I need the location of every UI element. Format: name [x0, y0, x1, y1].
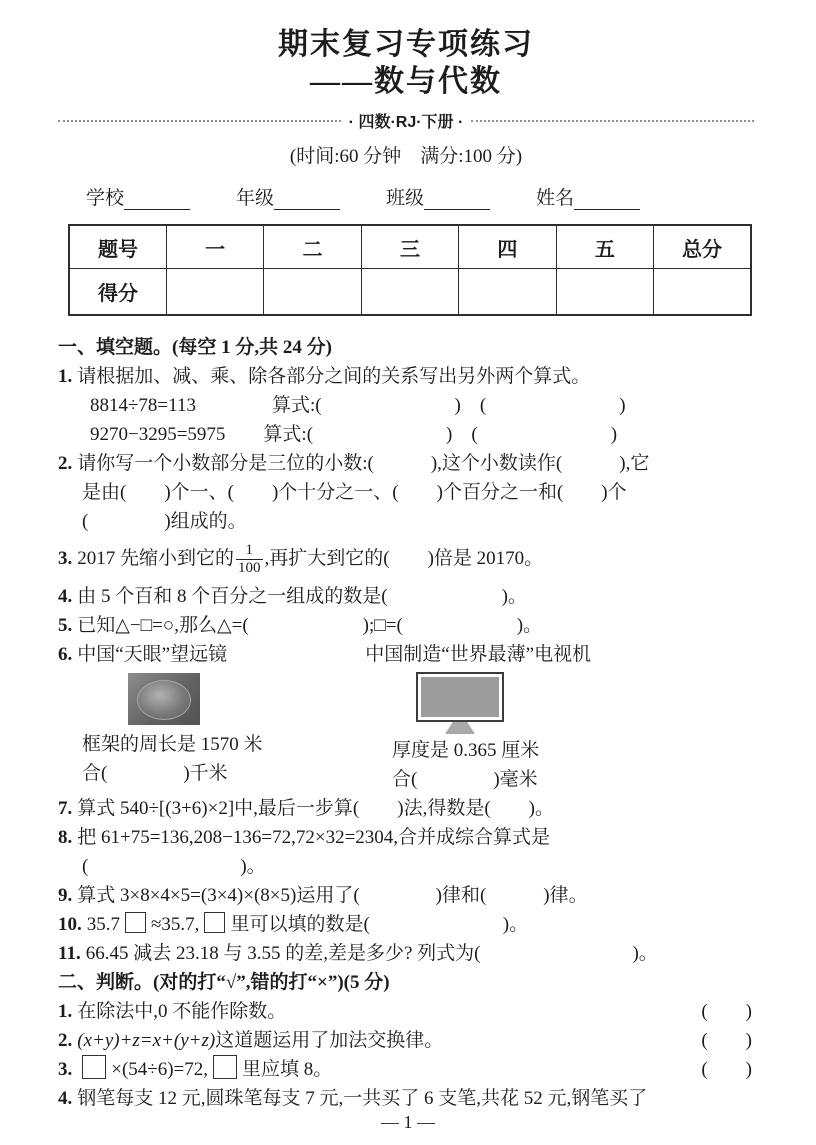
- blank-box: [204, 912, 225, 933]
- score-empty-cell: [556, 269, 653, 316]
- judgment-3-text-2: 里应填 8。: [242, 1059, 333, 1080]
- tv-frame-shape: [416, 672, 504, 722]
- question-3-text-post: ,再扩大到它的( )倍是 20170。: [264, 548, 544, 569]
- blank-box: [82, 1055, 106, 1079]
- score-empty-cell: [166, 269, 263, 316]
- question-3: [58, 536, 754, 582]
- fraction-1-100: [236, 542, 263, 578]
- class-label: 班级: [386, 188, 425, 209]
- page-subtitle: ——数与代数: [310, 65, 502, 98]
- question-8-number: 8.: [58, 827, 73, 848]
- question-8-line-2: ( )。: [82, 856, 266, 877]
- name-label: 姓名: [536, 188, 575, 209]
- score-header-cell: 四: [459, 225, 556, 269]
- question-6-right-caption-1: 厚度是 0.365 厘米: [392, 740, 540, 761]
- question-10-text-1: 35.7: [86, 914, 120, 935]
- blank-box: [125, 912, 146, 933]
- judgment-1-text: 在除法中,0 不能作除数。: [77, 1001, 287, 1022]
- score-header-cell: 五: [556, 225, 653, 269]
- school-label: 学校: [86, 188, 125, 209]
- question-6-body: [82, 669, 754, 794]
- question-8: [58, 823, 754, 852]
- question-11-text: 66.45 减去 23.18 与 3.55 的差,差是多少? 列式为( )。: [85, 943, 658, 964]
- question-1: [58, 362, 754, 391]
- judgment-4-number: 4.: [58, 1088, 73, 1109]
- question-4: [58, 582, 754, 611]
- grade-blank: [274, 190, 340, 210]
- score-empty-cell: [361, 269, 458, 316]
- question-4-number: 4.: [58, 586, 73, 607]
- name-blank: [574, 190, 640, 210]
- score-table-score-row: [69, 269, 751, 316]
- question-7-text: 算式 540÷[(3+6)×2]中,最后一步算( )法,得数是( )。: [77, 798, 554, 819]
- question-1-number: 1.: [58, 366, 73, 387]
- question-11-number: 11.: [58, 943, 81, 964]
- question-7: [58, 794, 754, 823]
- edition-label: · 四数·RJ·下册 ·: [348, 114, 464, 131]
- judgment-2: [58, 1026, 754, 1055]
- judgment-3-text-1: ×(54÷6)=72,: [111, 1059, 209, 1080]
- score-header-cell: 二: [264, 225, 361, 269]
- class-field: [386, 183, 490, 210]
- judgment-1-answer-blank: ( ): [701, 1001, 752, 1022]
- telescope-photo: [128, 673, 200, 725]
- question-10-text-3: 里可以填的数是( )。: [230, 914, 529, 935]
- question-5-number: 5.: [58, 615, 73, 636]
- section-1-heading: 一、填空题。(每空 1 分,共 24 分): [58, 337, 332, 358]
- page-title: 期末复习专项练习: [278, 28, 534, 61]
- score-row-label: 得分: [69, 269, 166, 316]
- question-6-right-title: 中国制造“世界最薄”电视机: [365, 644, 592, 665]
- question-1-line-b: 9270−3295=5975 算式:( ) ( ): [90, 424, 618, 445]
- score-empty-cell: [264, 269, 361, 316]
- question-10-number: 10.: [58, 914, 82, 935]
- class-blank: [424, 190, 490, 210]
- question-10: [58, 910, 754, 939]
- blank-box: [213, 1055, 237, 1079]
- page-number: — 1 —: [381, 1112, 435, 1132]
- name-field: [536, 183, 640, 210]
- question-3-text-pre: 2017 先缩小到它的: [77, 548, 235, 569]
- tv-screen-shape: [421, 677, 499, 717]
- question-2-line-2: 是由( )个一、( )个十分之一、( )个百分之一和( )个: [82, 482, 627, 503]
- grade-field: [236, 183, 340, 210]
- school-field: [86, 183, 190, 210]
- question-2-number: 2.: [58, 453, 73, 474]
- student-info-row: [86, 183, 754, 210]
- judgment-2-text: 这道题运用了加法交换律。: [215, 1030, 444, 1051]
- judgment-2-number: 2.: [58, 1030, 73, 1051]
- edition-divider: [58, 109, 754, 132]
- school-blank: [124, 190, 190, 210]
- question-2: [58, 449, 754, 478]
- judgment-2-answer-blank: ( ): [701, 1030, 752, 1051]
- question-6-right-column: [392, 669, 754, 794]
- dotted-rule-right: [471, 120, 754, 122]
- question-7-number: 7.: [58, 798, 73, 819]
- score-empty-cell: [459, 269, 556, 316]
- tv-image: [416, 672, 504, 734]
- question-6: [58, 640, 754, 669]
- question-9: [58, 881, 754, 910]
- judgment-3-number: 3.: [58, 1059, 73, 1080]
- question-8-line-1: 把 61+75=136,208−136=72,72×32=2304,合并成综合算式是: [77, 827, 551, 848]
- question-4-text: 由 5 个百和 8 个百分之一组成的数是( )。: [77, 586, 527, 607]
- judgment-4-text: 钢笔每支 12 元,圆珠笔每支 7 元,一共买了 6 支笔,共花 52 元,钢笔买了: [77, 1088, 648, 1109]
- score-header-cell: 总分: [654, 225, 751, 269]
- question-6-right-caption-2: 合( )毫米: [392, 769, 538, 790]
- question-5: [58, 611, 754, 640]
- question-6-left-caption-2: 合( )千米: [82, 763, 228, 784]
- score-header-cell: 三: [361, 225, 458, 269]
- judgment-2-math: (x+y)+z=x+(y+z): [77, 1030, 216, 1051]
- judgment-4: [58, 1084, 754, 1113]
- question-6-number: 6.: [58, 644, 73, 665]
- question-9-text: 算式 3×8×4×5=(3×4)×(8×5)运用了( )律和( )律。: [77, 885, 588, 906]
- exam-body: [58, 333, 754, 1113]
- fraction-numerator: 1: [245, 541, 254, 558]
- question-2-line-3: ( )组成的。: [82, 511, 247, 532]
- judgment-1: [58, 997, 754, 1026]
- question-1-line-a: 8814÷78=113 算式:( ) ( ): [90, 395, 626, 416]
- judgment-3-answer-blank: ( ): [701, 1059, 752, 1080]
- question-9-number: 9.: [58, 885, 73, 906]
- tv-stand-shape: [445, 722, 475, 734]
- question-10-text-2: ≈35.7,: [151, 914, 200, 935]
- judgment-1-number: 1.: [58, 1001, 73, 1022]
- question-6-left-caption-1: 框架的周长是 1570 米: [82, 734, 263, 755]
- exam-meta: (时间:60 分钟 满分:100 分): [289, 146, 523, 167]
- question-3-number: 3.: [58, 548, 73, 569]
- score-table: [68, 224, 752, 316]
- question-6-left-column: [82, 669, 392, 794]
- score-header-cell: 题号: [69, 225, 166, 269]
- grade-label: 年级: [236, 188, 275, 209]
- telescope-dish-shape: [137, 680, 191, 720]
- question-2-line-1: 请你写一个小数部分是三位的小数:( ),这个小数读作( ),它: [77, 453, 650, 474]
- question-1-text: 请根据加、减、乘、除各部分之间的关系写出另外两个算式。: [77, 366, 591, 387]
- dotted-rule-left: [58, 120, 341, 122]
- fraction-denominator: 100: [238, 560, 261, 577]
- section-2-heading: 二、判断。(对的打“√”,错的打“×”)(5 分): [58, 972, 390, 993]
- score-table-header-row: [69, 225, 751, 269]
- question-6-left-title: 中国“天眼”望远镜: [77, 644, 228, 665]
- question-5-text: 已知△−□=○,那么△=( );□=( )。: [77, 615, 543, 636]
- judgment-3: [58, 1055, 754, 1084]
- question-11: [58, 939, 754, 968]
- score-header-cell: 一: [166, 225, 263, 269]
